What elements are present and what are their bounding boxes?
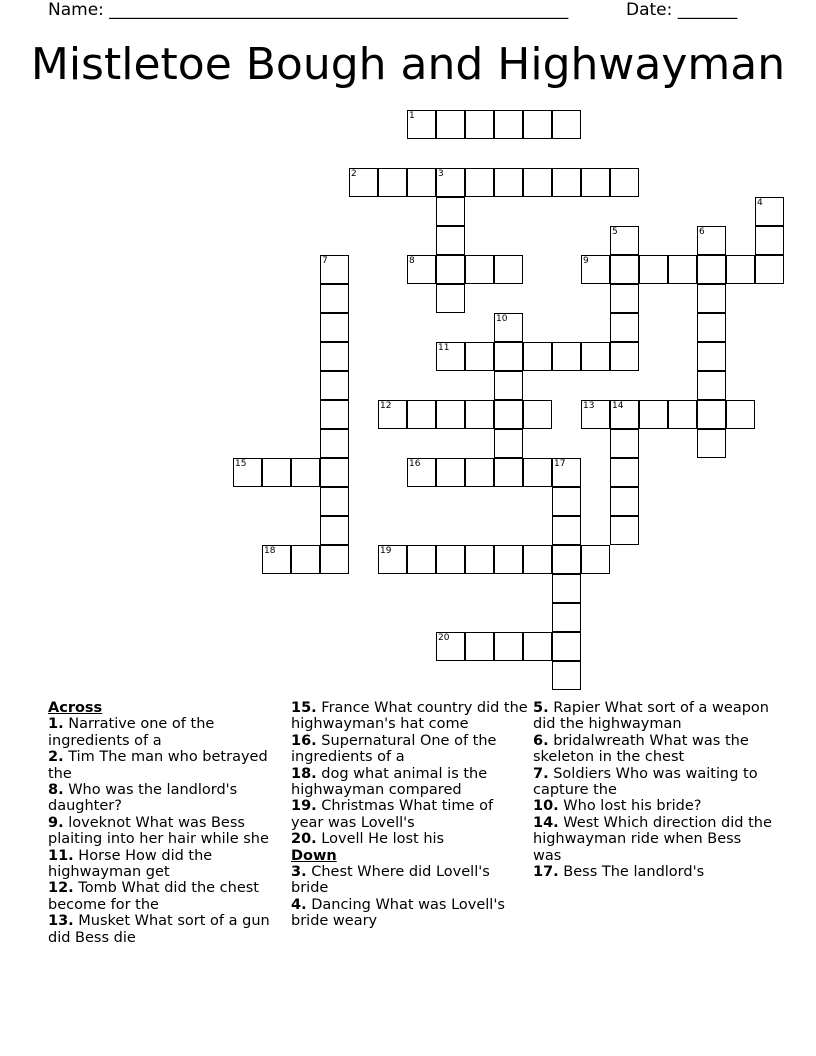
clue-item — [533, 815, 773, 864]
grid-cell[interactable] — [552, 110, 581, 139]
clue-item — [291, 700, 529, 733]
grid-cell[interactable] — [523, 342, 552, 371]
grid-cell[interactable] — [610, 429, 639, 458]
clue-number: 3 — [438, 169, 444, 179]
grid-cell[interactable] — [552, 574, 581, 603]
clue-number: 17 — [554, 459, 566, 469]
grid-cell[interactable] — [552, 487, 581, 516]
grid-cell[interactable] — [407, 168, 436, 197]
grid-cell[interactable] — [610, 284, 639, 313]
clue-item-number: 17. — [533, 864, 559, 881]
grid-cell[interactable] — [378, 545, 407, 574]
grid-cell[interactable] — [581, 545, 610, 574]
grid-cell[interactable] — [320, 458, 349, 487]
clue-item-text: France What country did the highwayman's hat come — [291, 700, 528, 733]
grid-cell[interactable] — [291, 458, 320, 487]
grid-cell[interactable] — [320, 429, 349, 458]
clue-number: 1 — [409, 111, 415, 121]
grid-cell[interactable] — [320, 342, 349, 371]
grid-cell[interactable] — [523, 545, 552, 574]
grid-cell[interactable] — [320, 255, 349, 284]
clue-item-text: Rapier What sort of a weapon did the highwayman — [533, 700, 769, 733]
grid-cell[interactable] — [610, 342, 639, 371]
clue-item-number: 15. — [291, 700, 317, 716]
clue-number: 5 — [612, 227, 618, 237]
grid-cell[interactable] — [320, 284, 349, 313]
grid-cell[interactable] — [320, 516, 349, 545]
clue-item — [48, 913, 286, 946]
grid-cell[interactable] — [291, 545, 320, 574]
grid-cell[interactable] — [320, 487, 349, 516]
clue-number: 14 — [612, 401, 624, 411]
clue-item-number: 18. — [291, 765, 317, 782]
clue-item-text: Tim The man who betrayed the — [48, 749, 268, 782]
grid-cell[interactable] — [494, 342, 523, 371]
grid-cell[interactable] — [610, 226, 639, 255]
grid-cell[interactable] — [320, 545, 349, 574]
clue-item — [533, 733, 773, 766]
clue-item-number: 5. — [533, 700, 549, 716]
clue-item-number: 3. — [291, 864, 307, 881]
date-field[interactable]: Date: _______ — [626, 0, 738, 20]
grid-cell[interactable] — [552, 545, 581, 574]
grid-cell[interactable] — [436, 168, 465, 197]
grid-cell[interactable] — [697, 284, 726, 313]
clue-item — [291, 766, 529, 799]
clue-item-number: 6. — [533, 732, 549, 749]
clue-item-number: 7. — [533, 765, 549, 782]
grid-cell[interactable] — [436, 342, 465, 371]
clue-item-text: Christmas What time of year was Lovell's — [291, 798, 494, 831]
grid-cell[interactable] — [552, 458, 581, 487]
grid-cell[interactable] — [726, 255, 755, 284]
grid-cell[interactable] — [610, 458, 639, 487]
clue-item-text: Musket What sort of a gun did Bess die — [48, 913, 270, 946]
clue-item-text: Chest Where did Lovell's bride — [291, 864, 490, 897]
grid-cell[interactable] — [407, 458, 436, 487]
grid-cell[interactable] — [581, 400, 610, 429]
clue-item — [48, 815, 286, 848]
grid-cell[interactable] — [552, 603, 581, 632]
clue-item — [48, 749, 286, 782]
grid-cell[interactable] — [465, 255, 494, 284]
clue-item-number: 11. — [48, 847, 74, 864]
clue-item — [48, 716, 286, 749]
grid-cell[interactable] — [233, 458, 262, 487]
grid-cell[interactable] — [436, 197, 465, 226]
clue-item-number: 13. — [48, 913, 74, 930]
clues-column-1 — [48, 700, 286, 946]
clue-item-number: 9. — [48, 814, 64, 831]
grid-cell[interactable] — [697, 226, 726, 255]
grid-cell[interactable] — [552, 342, 581, 371]
clue-number: 10 — [496, 314, 508, 324]
grid-cell[interactable] — [697, 342, 726, 371]
clue-item-text: Dancing What was Lovell's bride weary — [291, 896, 505, 930]
clue-number: 2 — [351, 169, 357, 179]
grid-cell[interactable] — [436, 255, 465, 284]
grid-cell[interactable] — [494, 458, 523, 487]
grid-cell[interactable] — [494, 313, 523, 342]
clue-number: 16 — [409, 459, 421, 469]
grid-cell[interactable] — [320, 371, 349, 400]
down-clue-list-continued — [533, 700, 773, 880]
clue-number: 7 — [322, 256, 328, 266]
clue-number: 19 — [380, 546, 392, 556]
across-clue-list-continued — [291, 700, 529, 848]
clue-item-text: Bess The landlord's — [558, 864, 705, 881]
across-heading: Across — [48, 700, 103, 716]
grid-cell[interactable] — [262, 545, 291, 574]
clue-item — [533, 864, 773, 880]
grid-cell[interactable] — [610, 255, 639, 284]
down-clue-list — [291, 864, 529, 930]
clues-column-2 — [291, 700, 529, 930]
clue-item-text: Tomb What did the chest become for the — [48, 880, 259, 913]
grid-cell[interactable] — [465, 400, 494, 429]
grid-cell[interactable] — [320, 400, 349, 429]
grid-cell[interactable] — [552, 632, 581, 661]
grid-cell[interactable] — [610, 516, 639, 545]
grid-cell[interactable] — [436, 400, 465, 429]
grid-cell[interactable] — [407, 545, 436, 574]
clue-number: 18 — [264, 546, 276, 556]
grid-cell[interactable] — [436, 110, 465, 139]
grid-cell[interactable] — [581, 342, 610, 371]
grid-cell[interactable] — [552, 661, 581, 690]
grid-cell[interactable] — [610, 487, 639, 516]
grid-cell[interactable] — [378, 168, 407, 197]
grid-cell[interactable] — [349, 168, 378, 197]
clue-item-number: 2. — [48, 749, 64, 766]
clue-item — [533, 766, 773, 799]
clue-item-number: 14. — [533, 814, 559, 831]
grid-cell[interactable] — [523, 458, 552, 487]
clues-column-3 — [533, 700, 773, 880]
clue-number: 11 — [438, 343, 450, 353]
grid-cell[interactable] — [639, 255, 668, 284]
clue-number: 9 — [583, 256, 589, 266]
grid-cell[interactable] — [494, 168, 523, 197]
clue-item-number: 10. — [533, 798, 559, 815]
grid-cell[interactable] — [320, 313, 349, 342]
grid-cell[interactable] — [378, 400, 407, 429]
grid-cell[interactable] — [436, 632, 465, 661]
grid-cell[interactable] — [494, 110, 523, 139]
grid-cell[interactable] — [465, 168, 494, 197]
grid-cell[interactable] — [552, 168, 581, 197]
clue-item-text: Horse How did the highwayman get — [48, 847, 213, 881]
clue-item — [48, 880, 286, 913]
grid-cell[interactable] — [407, 255, 436, 284]
grid-cell[interactable] — [523, 110, 552, 139]
page-title: Mistletoe Bough and Highwayman — [30, 39, 786, 90]
grid-cell[interactable] — [552, 516, 581, 545]
grid-cell[interactable] — [494, 632, 523, 661]
grid-cell[interactable] — [465, 632, 494, 661]
grid-cell[interactable] — [494, 400, 523, 429]
clue-item-number: 1. — [48, 716, 64, 733]
grid-cell[interactable] — [436, 284, 465, 313]
clue-number: 4 — [757, 198, 763, 208]
clue-item — [291, 733, 529, 766]
grid-cell[interactable] — [523, 400, 552, 429]
clue-item-number: 20. — [291, 831, 317, 848]
grid-cell[interactable] — [523, 632, 552, 661]
grid-cell[interactable] — [610, 400, 639, 429]
clue-item-text: dog what animal is the highwayman compared — [291, 765, 488, 799]
clue-item — [48, 848, 286, 881]
clue-item-number: 16. — [291, 732, 317, 749]
across-clue-list — [48, 716, 286, 946]
grid-cell[interactable] — [262, 458, 291, 487]
grid-cell[interactable] — [523, 168, 552, 197]
grid-cell[interactable] — [465, 458, 494, 487]
clue-item-number: 12. — [48, 880, 74, 897]
grid-cell[interactable] — [755, 226, 784, 255]
clue-number: 12 — [380, 401, 392, 411]
grid-cell[interactable] — [407, 110, 436, 139]
clue-item — [291, 831, 529, 847]
clue-number: 15 — [235, 459, 247, 469]
clue-item-text: Who lost his bride? — [558, 798, 702, 815]
grid-cell[interactable] — [697, 255, 726, 284]
clue-item — [533, 700, 773, 733]
grid-cell[interactable] — [697, 400, 726, 429]
grid-cell[interactable] — [755, 197, 784, 226]
grid-cell[interactable] — [494, 255, 523, 284]
clue-item-text: Soldiers Who was waiting to capture the — [533, 765, 758, 799]
grid-cell[interactable] — [436, 226, 465, 255]
clue-item-text: loveknot What was Bess plaiting into her hair while she — [48, 814, 269, 848]
grid-cell[interactable] — [465, 545, 494, 574]
name-field[interactable]: Name: ______________________________________________________ — [48, 0, 569, 20]
clue-item-number: 4. — [291, 896, 307, 913]
clue-item-text: Lovell He lost his — [316, 831, 445, 848]
clue-number: 8 — [409, 256, 415, 266]
grid-cell[interactable] — [581, 255, 610, 284]
clue-item-number: 19. — [291, 798, 317, 815]
grid-cell[interactable] — [697, 313, 726, 342]
clue-item — [533, 798, 773, 814]
grid-cell[interactable] — [436, 545, 465, 574]
grid-cell[interactable] — [610, 313, 639, 342]
clue-item — [291, 798, 529, 831]
grid-cell[interactable] — [726, 400, 755, 429]
grid-cell[interactable] — [494, 371, 523, 400]
grid-cell[interactable] — [697, 429, 726, 458]
grid-cell[interactable] — [465, 110, 494, 139]
grid-cell[interactable] — [610, 168, 639, 197]
clue-number: 20 — [438, 633, 450, 643]
grid-cell[interactable] — [465, 342, 494, 371]
grid-cell[interactable] — [436, 458, 465, 487]
clue-item-text: Narrative one of the ingredients of a — [48, 716, 215, 749]
grid-cell[interactable] — [407, 400, 436, 429]
clue-item — [291, 864, 529, 897]
clue-item-text: bridalwreath What was the skeleton in the chest — [533, 732, 749, 766]
clue-item — [291, 897, 529, 930]
grid-cell[interactable] — [639, 400, 668, 429]
clue-item-text: Who was the landlord's daughter? — [48, 782, 238, 815]
clue-item — [48, 782, 286, 815]
down-heading: Down — [291, 847, 337, 864]
grid-cell[interactable] — [697, 371, 726, 400]
grid-cell[interactable] — [668, 400, 697, 429]
grid-cell[interactable] — [494, 429, 523, 458]
clue-number: 6 — [699, 227, 705, 237]
grid-cell[interactable] — [581, 168, 610, 197]
clue-item-text: West Which direction did the highwayman ride when Bess was — [533, 814, 772, 864]
grid-cell[interactable] — [494, 545, 523, 574]
grid-cell[interactable] — [668, 255, 697, 284]
clue-item-text: Supernatural One of the ingredients of a — [291, 732, 497, 766]
clue-number: 13 — [583, 401, 595, 411]
clue-item-number: 8. — [48, 782, 64, 799]
grid-cell[interactable] — [755, 255, 784, 284]
